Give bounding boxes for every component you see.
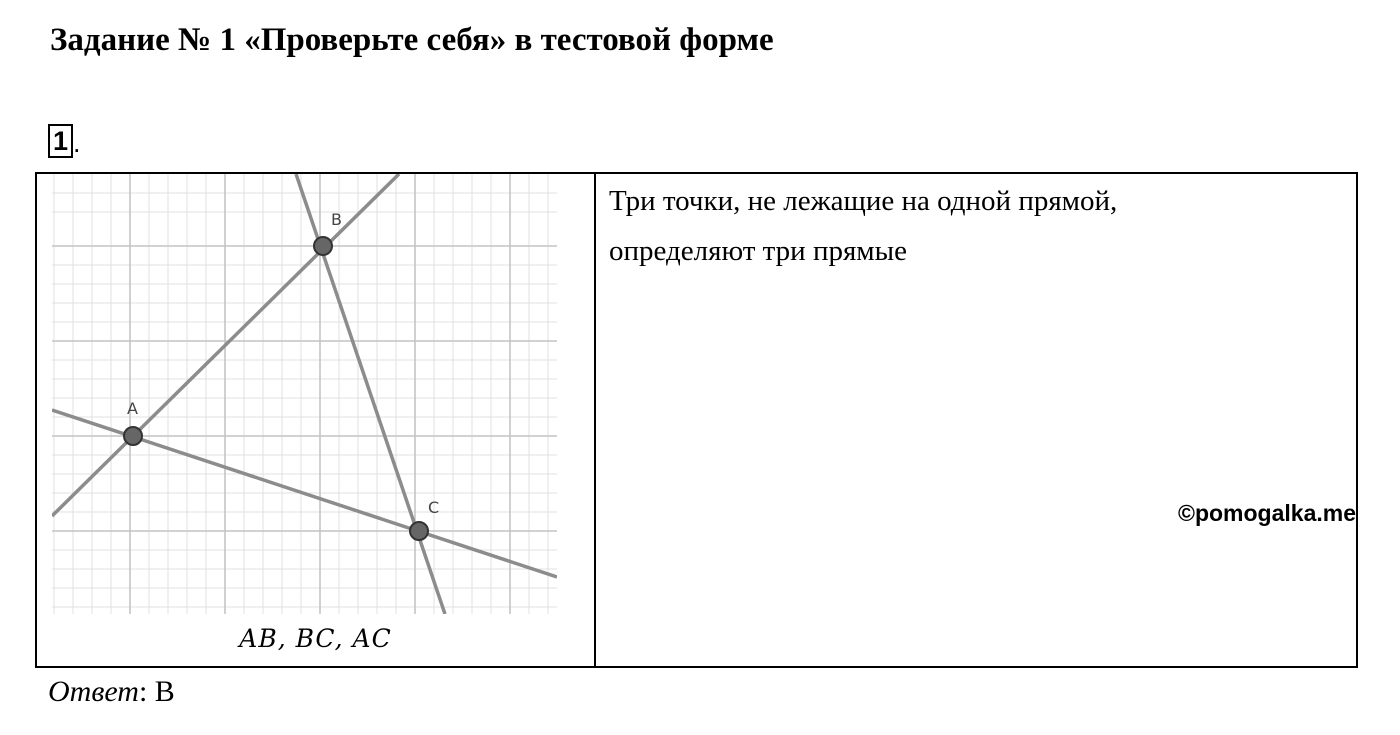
- answer-label: Ответ: [48, 675, 139, 708]
- answer: [48, 675, 175, 709]
- grid-minor: [52, 174, 557, 614]
- table-divider: [594, 174, 596, 666]
- page-title: Задание № 1 «Проверьте себя» в тестовой форме: [50, 22, 774, 58]
- label-b: B: [331, 210, 342, 229]
- task-table: [35, 172, 1358, 668]
- figure-caption: AB, BC, AC: [239, 624, 392, 653]
- label-c: C: [428, 498, 440, 517]
- statement-line-2: определяют три прямые: [609, 235, 908, 267]
- geometry-figure: [52, 174, 557, 614]
- task-number: [48, 124, 81, 158]
- points: [124, 237, 428, 540]
- watermark: ©pomogalka.me: [1178, 500, 1356, 526]
- point-b: [314, 237, 332, 255]
- point-c: [410, 522, 428, 540]
- statement: [609, 176, 1309, 276]
- grid-major: [52, 174, 557, 614]
- lines: [52, 174, 557, 614]
- answer-value: В: [154, 675, 175, 708]
- answer-separator: :: [138, 675, 155, 708]
- task-number-dot: .: [73, 128, 81, 158]
- statement-line-1: Три точки, не лежащие на одной прямой,: [609, 185, 1118, 217]
- point-a: [124, 427, 142, 445]
- task-number-box: 1: [48, 124, 73, 158]
- label-a: A: [127, 399, 138, 418]
- point-labels: [127, 210, 439, 517]
